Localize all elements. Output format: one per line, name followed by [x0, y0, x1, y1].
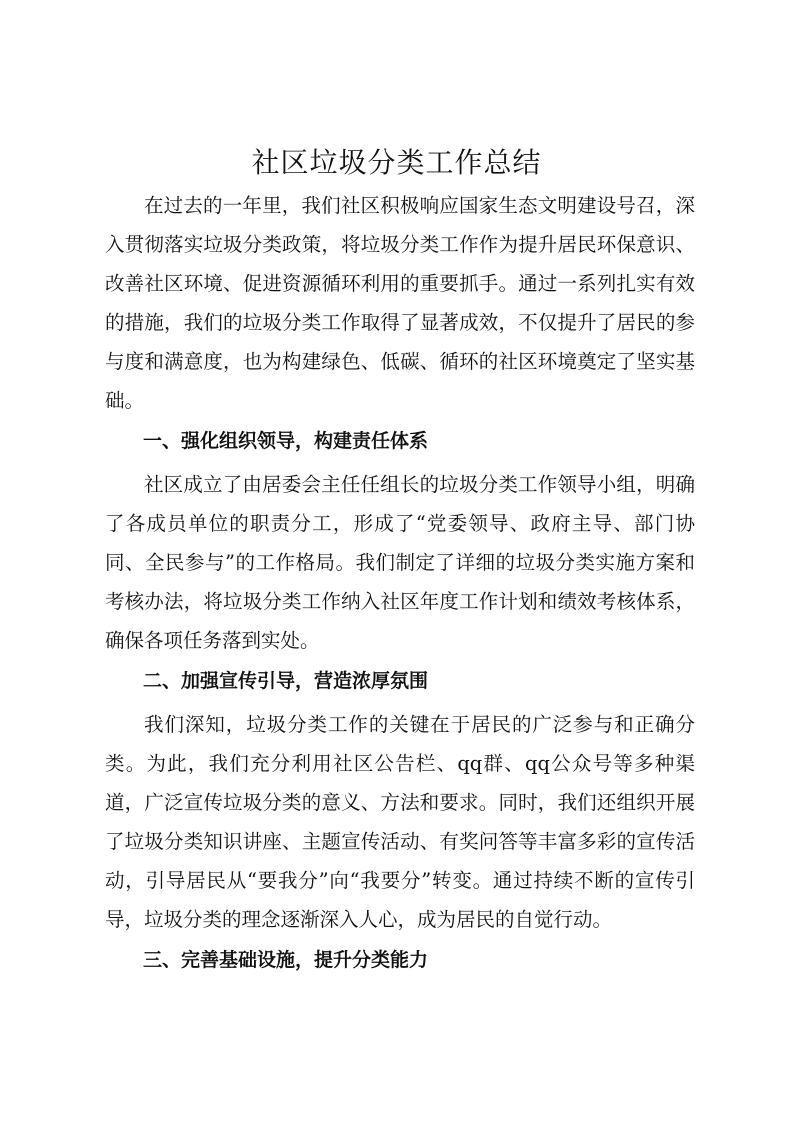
document-title: 社区垃圾分类工作总结 [251, 146, 542, 179]
section-heading-1: 一、强化组织领导，构建责任体系 [143, 430, 429, 452]
intro-paragraph: 在过去的一年里，我们社区积极响应国家生态文明建设号召，深入贯彻落实垃圾分类政策，将垃圾分类工作作为提升居民环保意识、改善社区环境、促进资源循环利用的重要抓手。通过一系列扎实有效的措施，我们的垃圾分类工作取得了显著成效，不仅提升了居民的参与度和满意度，也为构建绿色、低碳、循环的社区环境奠定了坚实基础。 [105, 194, 695, 412]
document-body [105, 186, 695, 984]
section-heading-2: 二、加强宣传引导，营造浓厚氛围 [143, 670, 429, 692]
section-paragraph-2: 我们深知，垃圾分类工作的关键在于居民的广泛参与和正确分类。为此，我们充分利用社区公告栏、qq群、qq公众号等多种渠道，广泛宣传垃圾分类的意义、方法和要求。同时，我们还组织开展了垃圾分类知识讲座、主题宣传活动、有奖问答等丰富多彩的宣传活动，引导居民从“要我分”向“我要分”转变。通过持续不断的宣传引导，垃圾分类的理念逐渐深入人心，成为居民的自觉行动。 [105, 713, 695, 931]
section-paragraph-1: 社区成立了由居委会主任任组长的垃圾分类工作领导小组，明确了各成员单位的职责分工，形成了“党委领导、政府主导、部门协同、全民参与”的工作格局。我们制定了详细的垃圾分类实施方案和考核办法，将垃圾分类工作纳入社区年度工作计划和绩效考核体系，确保各项任务落到实处。 [105, 473, 695, 652]
section-heading-3: 三、完善基础设施，提升分类能力 [143, 949, 429, 971]
